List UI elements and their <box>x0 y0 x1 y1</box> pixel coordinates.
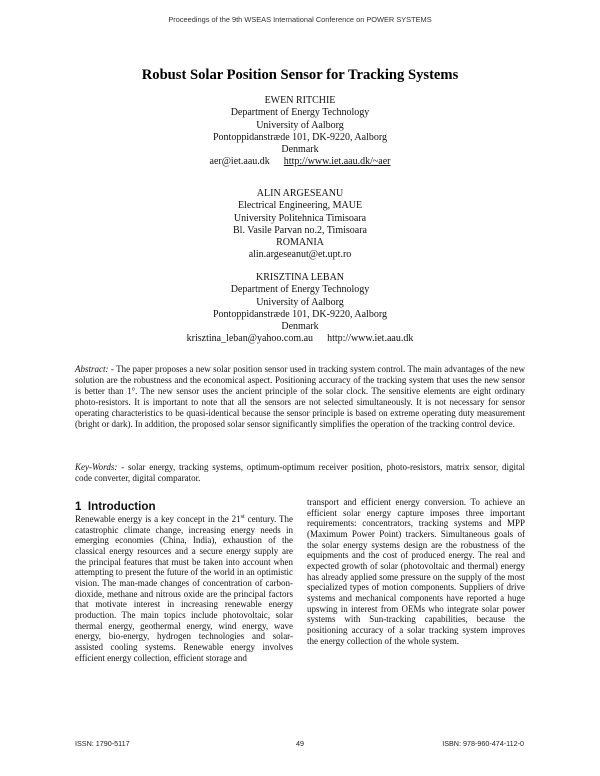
author-url-link[interactable]: http://www.iet.aau.dk/~aer <box>283 156 391 168</box>
affiliation-line: Electrical Engineering, MAUE <box>237 200 363 212</box>
footer-issn: ISSN: 1790-5117 <box>75 739 130 748</box>
author-name: ALIN ARGESEANU <box>256 188 344 199</box>
affiliation-line: Denmark <box>281 321 319 333</box>
conference-header: Proceedings of the 9th WSEAS International Conference on POWER SYSTEMS <box>168 15 432 24</box>
body-text: transport and efficient energy conversion. To achieve an efficient solar energy capture imposes three important requirements: concentrators, tracking systems and MPP (Maximum Power Point) trackers. Simultaneous goals of the solar energy systems design are the robustness of the equipments and the cost of produced energy. The real and expected growth of solar (photovoltaic and thermal) energy has already applied some pressure on the supply of the most specialized types of motion components. Suppliers of drive systems and mechanical components have reported a huge upswing in interest from OEMs who integrate solar power systems with Sun-tracking capabilities, because the positioning accuracy of a solar tracking system improves the energy collection of the whole system. <box>307 497 525 646</box>
body-column-right <box>307 497 525 646</box>
paper-title: Robust Solar Position Sensor for Tracking Systems <box>141 67 459 83</box>
author-email[interactable]: krisztina_leban@yahoo.com.au <box>186 333 314 345</box>
section-number: 1 <box>75 500 82 513</box>
affiliation-line: Department of Energy Technology <box>230 284 370 296</box>
body-text: century. The catastrophic climate change, increasing energy needs in emerging economies (China, India), exhaustion of the classical energy resources and a secure energy supply are the principal features that must be taken into account when attempting to present the future of the world in an optimistic vision. The man-made changes of concentration of carbon-dioxide, methane and nitrous oxide are the principal factors that motivate interest in increasing renewable energy production. The main topics include photovoltaic, solar thermal energy, geothermal energy, wind energy, wave energy, bio-energy, hydrogen technologies and solar-assisted cooling systems. Renewable energy involves efficient energy collection, efficient storage and <box>75 514 293 663</box>
footer-page-number: 49 <box>296 739 304 748</box>
contact-line <box>0 156 600 168</box>
keywords-label: Key-Words: - <box>75 462 125 472</box>
author-name: KRISZTINA LEBAN <box>255 272 345 283</box>
section-heading <box>75 500 156 513</box>
contact-line <box>0 333 600 345</box>
affiliation-line: Denmark <box>281 144 319 156</box>
ordinal-suffix: st <box>240 514 245 520</box>
affiliation-line: University of Aalborg <box>256 119 344 131</box>
author-email[interactable]: aer@iet.aau.dk <box>209 156 270 168</box>
affiliation-line: Department of Energy Technology <box>230 107 370 119</box>
affiliation-line: ROMANIA <box>276 237 324 249</box>
section-title: Introduction <box>87 500 156 513</box>
author-block-3 <box>0 272 600 346</box>
abstract-text: The paper proposes a new solar position sensor used in tracking system control. The main advantages of the new solution are the robustness and the economical aspect. Positioning accuracy of the tracking system that uses the new sensor is better than 1°. The new sensor uses the ancient principle of the solar clock. The sensitive elements are eight ordinary photo-resistors. It is important to note that all the sensors are not selected simultaneously. It is not necessary for sensor operating characteristics to be quasi-identical because the sensor principle is based on extreme operating duty measurement (bright or dark). In addition, the proposed solar sensor significantly simplifies the operation of the tracking control device. <box>75 364 525 429</box>
abstract-label: Abstract: - <box>75 364 114 374</box>
author-block-2 <box>0 188 600 262</box>
body-column-left <box>75 514 293 663</box>
abstract <box>75 364 525 429</box>
affiliation-line: University Politehnica Timisoara <box>233 212 367 224</box>
author-block-1 <box>0 95 600 169</box>
author-email[interactable]: alin.argeseanut@et.upt.ro <box>248 249 352 261</box>
keywords <box>75 462 525 484</box>
author-url-link[interactable]: http://www.iet.aau.dk <box>327 333 414 345</box>
author-name: EWEN RITCHIE <box>264 95 336 106</box>
affiliation-line: Bl. Vasile Parvan no.2, Timisoara <box>233 224 367 236</box>
affiliation-line: Pontoppidanstræde 101, DK-9220, Aalborg <box>213 131 387 143</box>
body-text: Renewable energy is a key concept in the 21 <box>75 514 241 524</box>
affiliation-line: Pontoppidanstræde 101, DK-9220, Aalborg <box>213 308 387 320</box>
footer-isbn: ISBN: 978-960-474-112-0 <box>442 739 524 748</box>
keywords-text: solar energy, tracking systems, optimum-optimum receiver position, photo-resistors, matrix sensor, digital code converter, digital comparator. <box>75 462 526 483</box>
affiliation-line: University of Aalborg <box>256 296 344 308</box>
